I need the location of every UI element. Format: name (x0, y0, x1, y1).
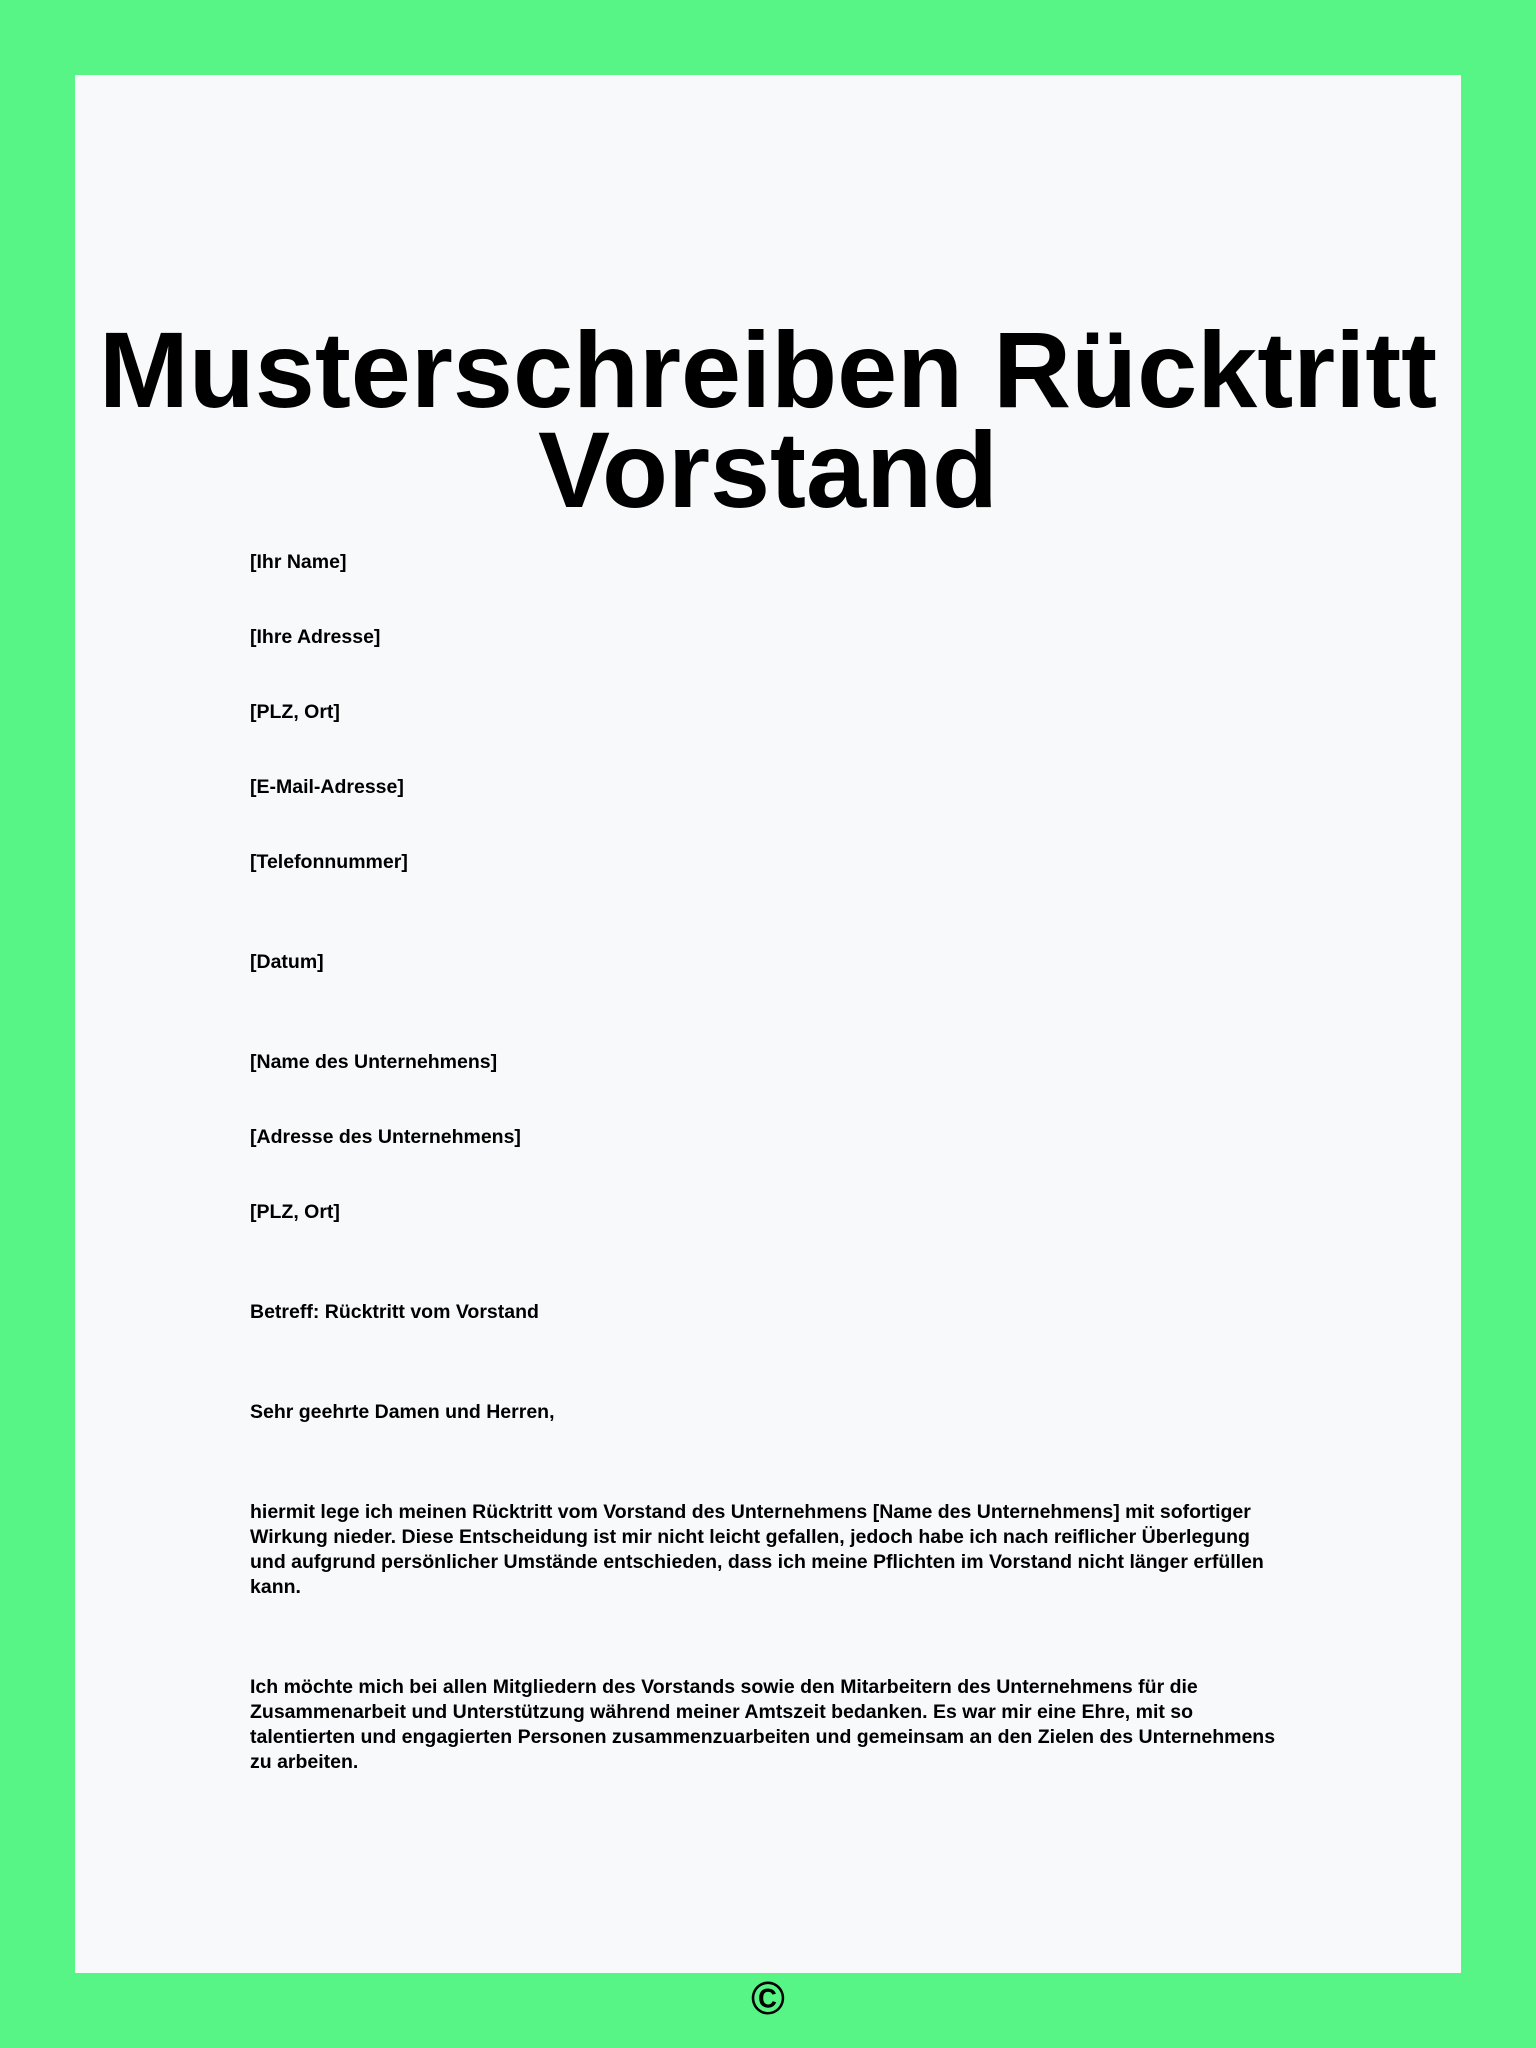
recipient-address: [Adresse des Unternehmens] (250, 1126, 521, 1148)
body-paragraph-2: Ich möchte mich bei allen Mitgliedern des Vorstands sowie den Mitarbeitern des Unternehmens für die Zusammenarbeit und Unterstützung während meiner Amtszeit bedanken. Es war mir eine Ehre, mit so talentierten und engagierten Personen zusammenzuarbeiten und gemeinsam an den Zielen des Unternehmens zu arbeiten. (250, 1676, 1276, 1773)
sender-zip-city: [PLZ, Ort] (250, 701, 340, 723)
recipient-zip-city: [PLZ, Ort] (250, 1201, 340, 1223)
copyright-icon: © (751, 1972, 785, 2024)
body-paragraph-1: hiermit lege ich meinen Rücktritt vom Vorstand des Unternehmens [Name des Unternehmens] mit sofortiger Wirkung nieder. Diese Entscheidung ist mir nicht leicht gefallen, jedoch habe ich nach reiflicher Überlegung und aufgrund persönlicher Umstände entschieden, dass ich meine Pflichten im Vorstand nicht länger erfüllen kann. (250, 1501, 1264, 1598)
letter-subject: Betreff: Rücktritt vom Vorstand (250, 1301, 539, 1323)
letter-salutation: Sehr geehrte Damen und Herren, (250, 1401, 555, 1423)
recipient-company: [Name des Unternehmens] (250, 1051, 498, 1073)
letter-date: [Datum] (250, 951, 324, 973)
sender-phone: [Telefonnummer] (250, 851, 408, 873)
document-sheet (75, 75, 1461, 2024)
sender-name: [Ihr Name] (250, 551, 347, 573)
sender-address: [Ihre Adresse] (250, 626, 381, 648)
sender-email: [E-Mail-Adresse] (250, 776, 404, 798)
document-title: Musterschreiben Rücktritt Vorstand (98, 309, 1438, 530)
